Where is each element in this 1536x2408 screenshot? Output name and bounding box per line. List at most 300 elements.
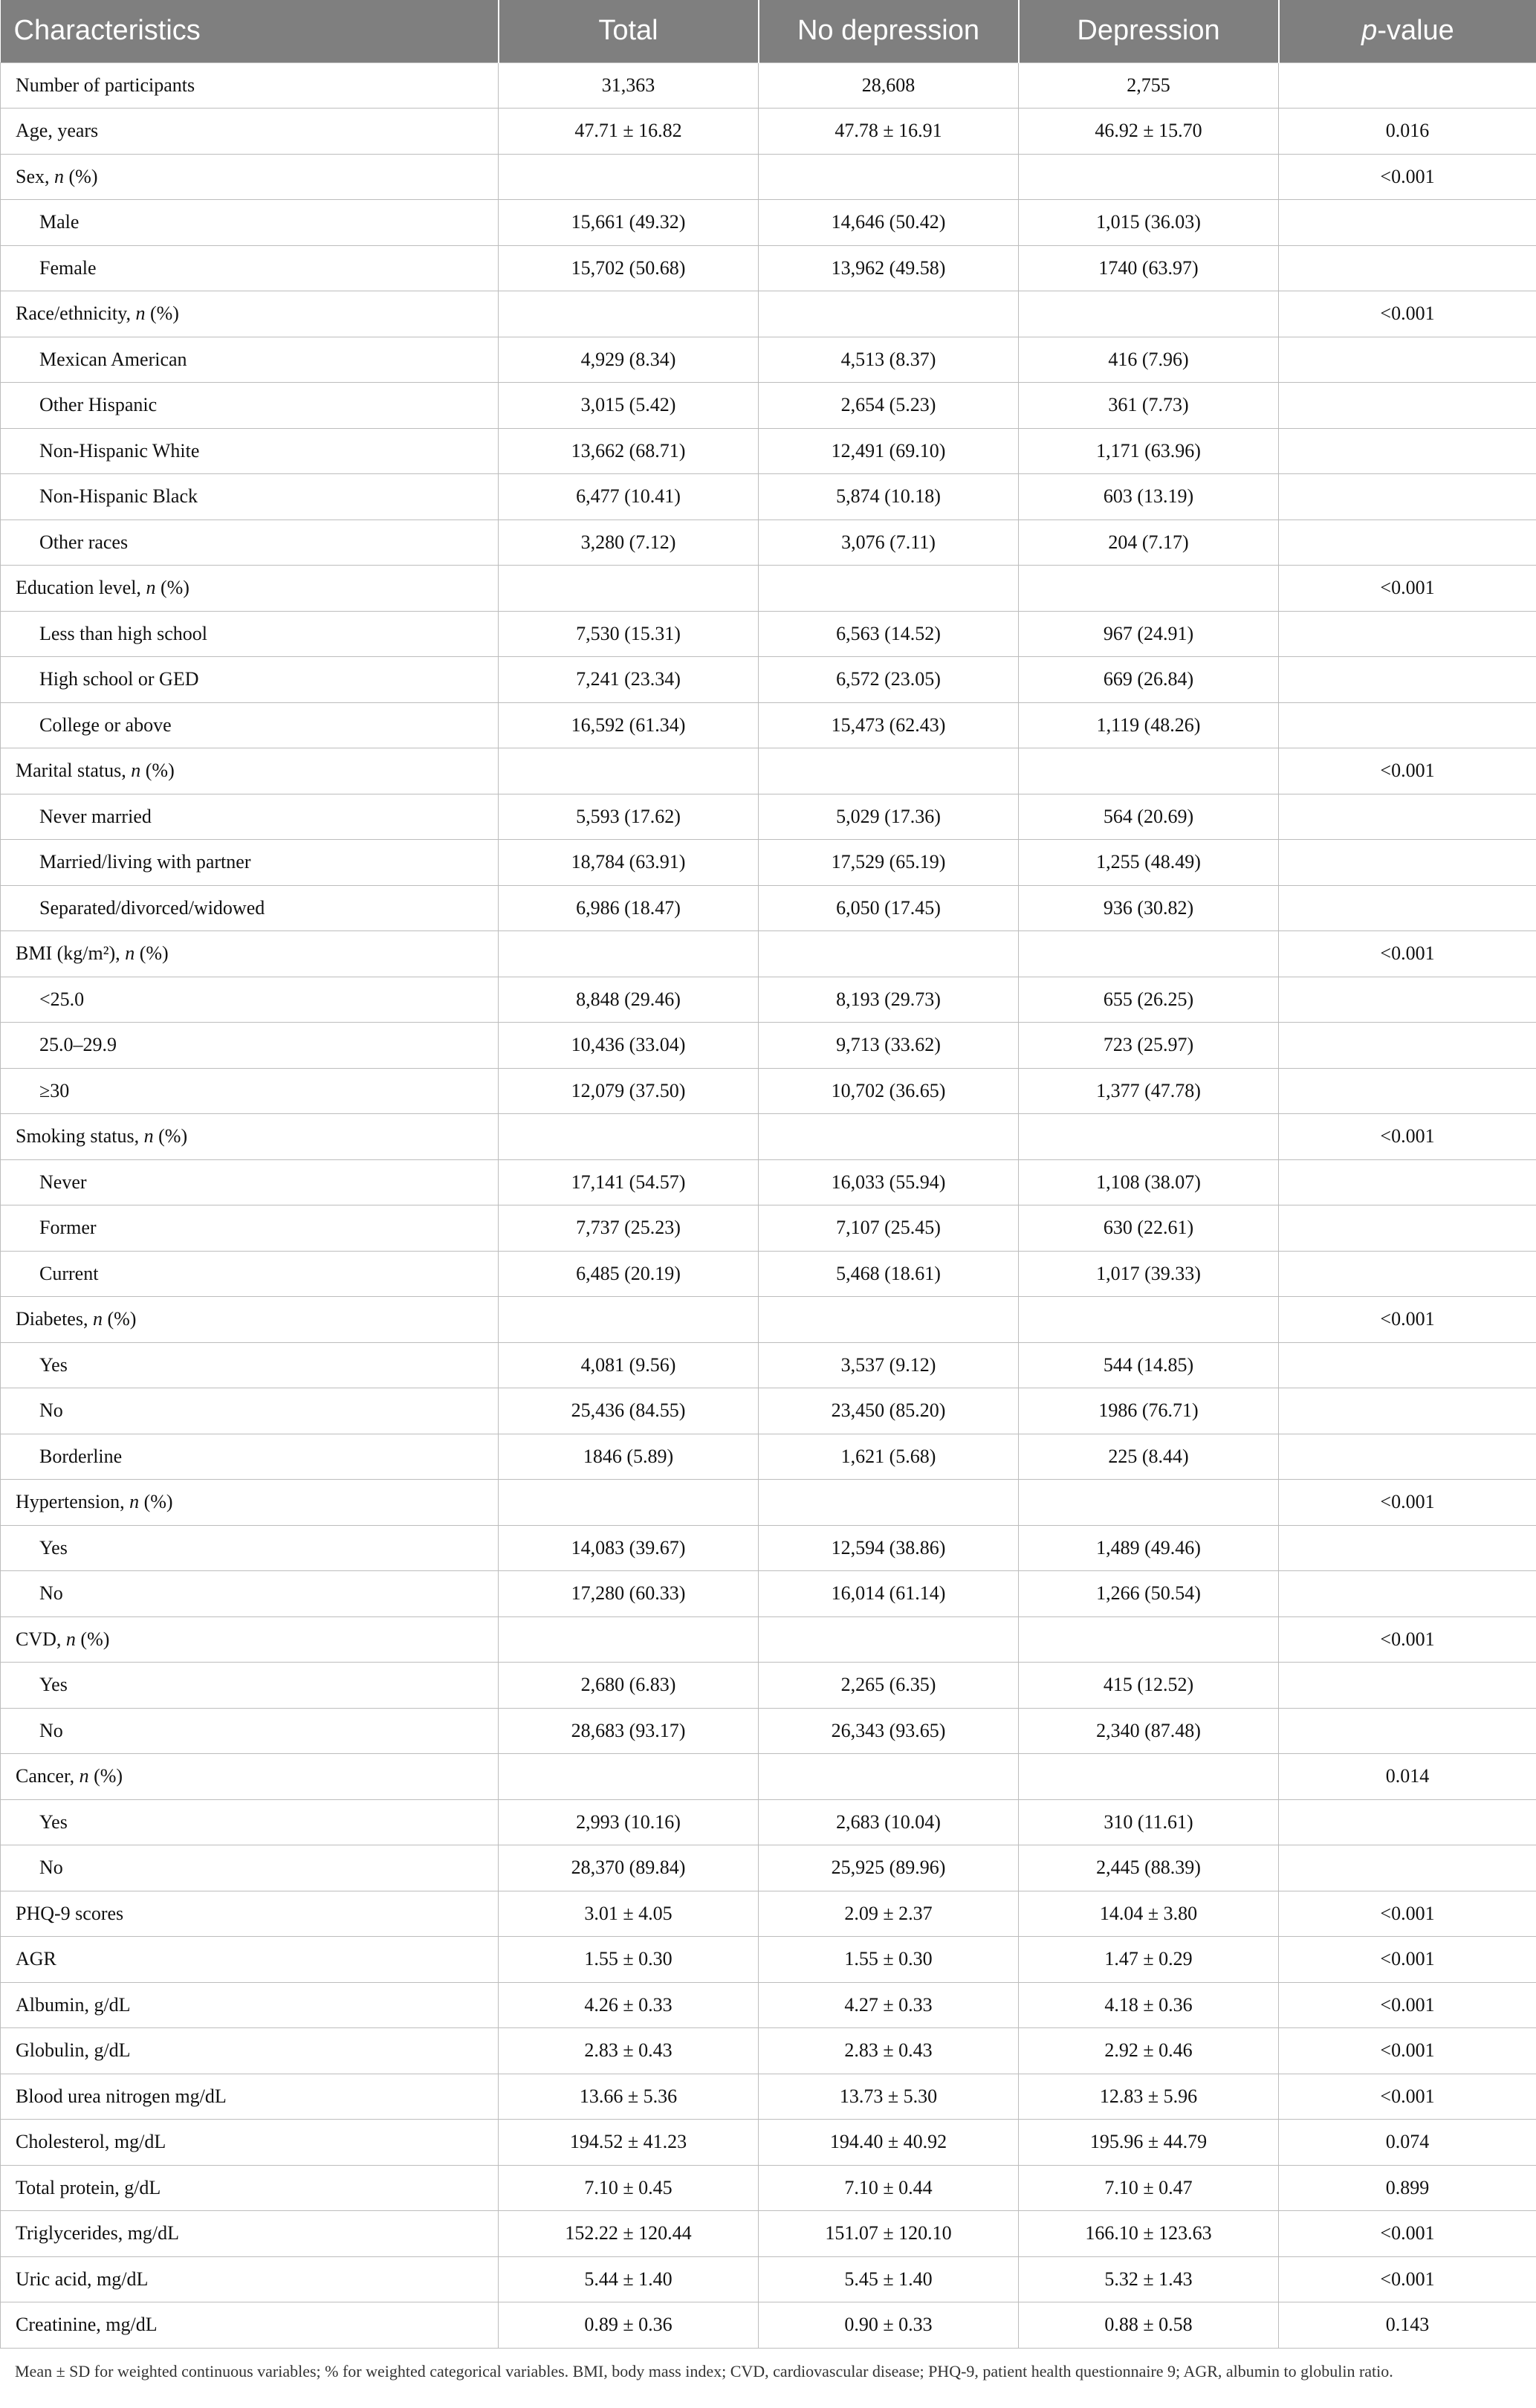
cell-p-value: <0.001 [1279, 2211, 1536, 2257]
cell-depression: 1,015 (36.03) [1019, 200, 1279, 246]
cell-p-value: <0.001 [1279, 291, 1536, 337]
row-label-suffix: (%) [139, 1491, 173, 1513]
table-row [1, 1342, 1536, 1388]
cell-no-depression: 26,343 (93.65) [759, 1708, 1019, 1754]
cell-depression: 166.10 ± 123.63 [1019, 2211, 1279, 2257]
cell-total: 1846 (5.89) [499, 1434, 759, 1480]
row-label-text: Hypertension, [16, 1491, 130, 1513]
cell-no-depression: 6,563 (14.52) [759, 611, 1019, 657]
row-label-text: No [39, 1857, 63, 1879]
table-row [1, 1434, 1536, 1480]
table-row [1, 1480, 1536, 1526]
cell-total: 47.71 ± 16.82 [499, 109, 759, 155]
cell-total: 16,592 (61.34) [499, 702, 759, 748]
cell-depression: 0.88 ± 0.58 [1019, 2302, 1279, 2349]
cell-no-depression: 8,193 (29.73) [759, 977, 1019, 1023]
cell-total: 28,370 (89.84) [499, 1845, 759, 1891]
cell-p-value [1279, 428, 1536, 474]
table-row [1, 1297, 1536, 1343]
cell-depression [1019, 1616, 1279, 1663]
row-label-text: AGR [16, 1948, 56, 1970]
cell-no-depression: 194.40 ± 40.92 [759, 2120, 1019, 2166]
table-row [1, 1388, 1536, 1434]
table-row [1, 931, 1536, 977]
cell-depression [1019, 1114, 1279, 1160]
row-label-text: Yes [39, 1674, 68, 1696]
cell-no-depression [759, 1297, 1019, 1343]
row-label-text: College or above [39, 713, 172, 736]
cell-total: 13.66 ± 5.36 [499, 2074, 759, 2120]
row-label [1, 1845, 499, 1891]
table-row [1, 1799, 1536, 1845]
header-p-value [1279, 0, 1536, 62]
row-label-text: Education level, [16, 577, 146, 599]
cell-total: 6,477 (10.41) [499, 474, 759, 520]
cell-depression: 1,017 (39.33) [1019, 1251, 1279, 1297]
row-label-text: Female [39, 256, 97, 279]
cell-depression [1019, 154, 1279, 200]
table-row [1, 2120, 1536, 2166]
cell-total: 17,280 (60.33) [499, 1571, 759, 1617]
cell-depression: 1,108 (38.07) [1019, 1159, 1279, 1205]
cell-total: 5.44 ± 1.40 [499, 2256, 759, 2302]
cell-no-depression [759, 291, 1019, 337]
cell-p-value [1279, 1159, 1536, 1205]
cell-p-value [1279, 245, 1536, 291]
cell-depression: 544 (14.85) [1019, 1342, 1279, 1388]
row-label [1, 2120, 499, 2166]
cell-p-value: <0.001 [1279, 1297, 1536, 1343]
row-label-italic: n [125, 942, 135, 965]
cell-p-value [1279, 1571, 1536, 1617]
cell-p-value [1279, 1023, 1536, 1069]
cell-total: 1.55 ± 0.30 [499, 1937, 759, 1983]
cell-p-value [1279, 1663, 1536, 1709]
table-row [1, 1571, 1536, 1617]
cell-p-value [1279, 1799, 1536, 1845]
cell-total: 194.52 ± 41.23 [499, 2120, 759, 2166]
row-label [1, 245, 499, 291]
row-label [1, 1616, 499, 1663]
cell-depression: 204 (7.17) [1019, 520, 1279, 566]
row-label-text: Albumin, g/dL [16, 1993, 131, 2016]
table-row [1, 1525, 1536, 1571]
table-row [1, 520, 1536, 566]
cell-no-depression [759, 566, 1019, 612]
cell-depression: 1986 (76.71) [1019, 1388, 1279, 1434]
cell-total: 15,661 (49.32) [499, 200, 759, 246]
row-label [1, 748, 499, 794]
cell-depression: 310 (11.61) [1019, 1799, 1279, 1845]
row-label [1, 1982, 499, 2028]
row-label [1, 1342, 499, 1388]
row-label-italic: n [143, 1125, 154, 1148]
cell-total [499, 1754, 759, 1800]
cell-p-value: <0.001 [1279, 1891, 1536, 1937]
cell-depression: 967 (24.91) [1019, 611, 1279, 657]
cell-total: 12,079 (37.50) [499, 1068, 759, 1114]
cell-no-depression [759, 931, 1019, 977]
row-label [1, 1891, 499, 1937]
cell-depression: 669 (26.84) [1019, 657, 1279, 703]
row-label [1, 62, 499, 109]
table-row [1, 1114, 1536, 1160]
row-label-text: 25.0–29.9 [39, 1034, 117, 1056]
row-label-suffix: (%) [64, 165, 98, 187]
cell-no-depression: 1.55 ± 0.30 [759, 1937, 1019, 1983]
cell-depression [1019, 1480, 1279, 1526]
row-label-text: CVD, [16, 1628, 66, 1650]
table-row [1, 1845, 1536, 1891]
cell-depression: 225 (8.44) [1019, 1434, 1279, 1480]
cell-p-value: <0.001 [1279, 1982, 1536, 2028]
table-body [1, 62, 1536, 2348]
table-row [1, 794, 1536, 840]
cell-depression: 1.47 ± 0.29 [1019, 1937, 1279, 1983]
row-label-text: Borderline [39, 1445, 123, 1467]
cell-p-value [1279, 977, 1536, 1023]
row-label-italic: n [131, 760, 141, 782]
cell-total: 0.89 ± 0.36 [499, 2302, 759, 2349]
cell-total: 7,530 (15.31) [499, 611, 759, 657]
cell-no-depression: 10,702 (36.65) [759, 1068, 1019, 1114]
row-label-text: Other races [39, 531, 129, 553]
row-label-text: Separated/divorced/widowed [39, 896, 265, 919]
cell-p-value: <0.001 [1279, 1480, 1536, 1526]
cell-total: 5,593 (17.62) [499, 794, 759, 840]
row-label [1, 474, 499, 520]
row-label-text: Globulin, g/dL [16, 2039, 131, 2062]
cell-p-value: 0.899 [1279, 2165, 1536, 2211]
table-row [1, 2256, 1536, 2302]
cell-depression: 361 (7.73) [1019, 383, 1279, 429]
cell-no-depression: 5,468 (18.61) [759, 1251, 1019, 1297]
row-label-text: PHQ-9 scores [16, 1902, 124, 1924]
row-label-text: Marital status, [16, 760, 132, 782]
cell-p-value: <0.001 [1279, 566, 1536, 612]
row-label-text: High school or GED [39, 668, 199, 690]
header-p-suffix: -value [1377, 15, 1454, 47]
table-row [1, 154, 1536, 200]
cell-p-value: <0.001 [1279, 748, 1536, 794]
cell-no-depression: 12,594 (38.86) [759, 1525, 1019, 1571]
cell-no-depression [759, 748, 1019, 794]
table-row [1, 2165, 1536, 2211]
row-label-text: BMI (kg/m²), [16, 942, 126, 965]
table-row [1, 62, 1536, 109]
cell-p-value [1279, 1342, 1536, 1388]
row-label-suffix: (%) [145, 302, 179, 325]
table-row [1, 200, 1536, 246]
cell-depression: 7.10 ± 0.47 [1019, 2165, 1279, 2211]
cell-p-value [1279, 657, 1536, 703]
cell-total [499, 1616, 759, 1663]
row-label [1, 291, 499, 337]
cell-total: 4.26 ± 0.33 [499, 1982, 759, 2028]
row-label-suffix: (%) [102, 1308, 137, 1330]
row-label-text: Less than high school [39, 622, 208, 644]
row-label [1, 611, 499, 657]
table-row [1, 1754, 1536, 1800]
row-label-text: Diabetes, [16, 1308, 93, 1330]
cell-total [499, 931, 759, 977]
row-label-text: Creatinine, mg/dL [16, 2314, 158, 2336]
cell-total: 2.83 ± 0.43 [499, 2028, 759, 2074]
row-label-italic: n [79, 1765, 89, 1787]
row-label-text: Yes [39, 1810, 68, 1833]
table-row [1, 1937, 1536, 1983]
cell-p-value: 0.014 [1279, 1754, 1536, 1800]
cell-no-depression: 0.90 ± 0.33 [759, 2302, 1019, 2349]
cell-p-value: <0.001 [1279, 2256, 1536, 2302]
cell-p-value [1279, 474, 1536, 520]
cell-p-value [1279, 1388, 1536, 1434]
cell-no-depression: 4.27 ± 0.33 [759, 1982, 1019, 2028]
row-label-suffix: (%) [88, 1765, 123, 1787]
cell-total: 3.01 ± 4.05 [499, 1891, 759, 1937]
row-label-suffix: (%) [135, 942, 169, 965]
table-header [1, 0, 1536, 62]
cell-no-depression: 3,076 (7.11) [759, 520, 1019, 566]
row-label-text: Yes [39, 1536, 68, 1559]
row-label-text: Non-Hispanic White [39, 439, 200, 462]
table-row [1, 2211, 1536, 2257]
row-label [1, 1663, 499, 1709]
header-total: Total [499, 0, 759, 62]
table-row [1, 1982, 1536, 2028]
cell-total: 3,015 (5.42) [499, 383, 759, 429]
table-row [1, 1251, 1536, 1297]
row-label [1, 337, 499, 383]
cell-depression: 46.92 ± 15.70 [1019, 109, 1279, 155]
cell-no-depression: 4,513 (8.37) [759, 337, 1019, 383]
row-label-text: Number of participants [16, 74, 195, 96]
row-label-text: Cholesterol, mg/dL [16, 2131, 166, 2153]
table-row [1, 109, 1536, 155]
row-label-text: Married/living with partner [39, 851, 251, 873]
row-label-text: Sex, [16, 165, 54, 187]
table-row [1, 1708, 1536, 1754]
header-no-depression: No depression [759, 0, 1019, 62]
cell-no-depression: 13,962 (49.58) [759, 245, 1019, 291]
cell-p-value [1279, 1434, 1536, 1480]
cell-no-depression: 2.09 ± 2.37 [759, 1891, 1019, 1937]
cell-no-depression: 13.73 ± 5.30 [759, 2074, 1019, 2120]
table-row [1, 1205, 1536, 1252]
cell-depression [1019, 1754, 1279, 1800]
cell-p-value [1279, 1708, 1536, 1754]
cell-total: 3,280 (7.12) [499, 520, 759, 566]
cell-total: 15,702 (50.68) [499, 245, 759, 291]
cell-depression: 415 (12.52) [1019, 1663, 1279, 1709]
cell-p-value [1279, 1251, 1536, 1297]
row-label [1, 1388, 499, 1434]
cell-no-depression [759, 154, 1019, 200]
row-label [1, 1754, 499, 1800]
cell-p-value [1279, 383, 1536, 429]
cell-no-depression: 14,646 (50.42) [759, 200, 1019, 246]
cell-total [499, 154, 759, 200]
row-label-text: No [39, 1719, 63, 1741]
cell-p-value: <0.001 [1279, 2074, 1536, 2120]
cell-depression: 1,266 (50.54) [1019, 1571, 1279, 1617]
row-label [1, 1708, 499, 1754]
row-label [1, 794, 499, 840]
row-label-text: Total protein, g/dL [16, 2176, 161, 2198]
cell-depression: 723 (25.97) [1019, 1023, 1279, 1069]
cell-p-value: <0.001 [1279, 931, 1536, 977]
header-row [1, 0, 1536, 62]
row-label-text: Current [39, 1262, 99, 1284]
cell-depression [1019, 748, 1279, 794]
cell-no-depression: 25,925 (89.96) [759, 1845, 1019, 1891]
cell-p-value [1279, 1205, 1536, 1252]
row-label [1, 1937, 499, 1983]
cell-total: 4,929 (8.34) [499, 337, 759, 383]
row-label [1, 1571, 499, 1617]
cell-p-value [1279, 520, 1536, 566]
row-label [1, 1023, 499, 1069]
row-label-text: Other Hispanic [39, 394, 158, 416]
row-label [1, 1525, 499, 1571]
cell-depression: 2,340 (87.48) [1019, 1708, 1279, 1754]
cell-no-depression: 23,450 (85.20) [759, 1388, 1019, 1434]
row-label-text: Uric acid, mg/dL [16, 2268, 149, 2290]
row-label [1, 1434, 499, 1480]
cell-no-depression: 12,491 (69.10) [759, 428, 1019, 474]
cell-no-depression: 1,621 (5.68) [759, 1434, 1019, 1480]
cell-total: 13,662 (68.71) [499, 428, 759, 474]
cell-p-value [1279, 1068, 1536, 1114]
cell-no-depression [759, 1616, 1019, 1663]
row-label-text: <25.0 [39, 988, 85, 1010]
cell-depression: 603 (13.19) [1019, 474, 1279, 520]
row-label-text: Male [39, 211, 80, 233]
row-label [1, 2165, 499, 2211]
table-row [1, 1891, 1536, 1937]
cell-no-depression: 5,029 (17.36) [759, 794, 1019, 840]
table-row [1, 383, 1536, 429]
cell-p-value [1279, 337, 1536, 383]
row-label-text: Mexican American [39, 348, 187, 370]
cell-depression: 2,755 [1019, 62, 1279, 109]
row-label [1, 154, 499, 200]
row-label [1, 2074, 499, 2120]
cell-total: 2,680 (6.83) [499, 1663, 759, 1709]
cell-total: 25,436 (84.55) [499, 1388, 759, 1434]
table-row [1, 474, 1536, 520]
row-label [1, 109, 499, 155]
cell-depression: 1740 (63.97) [1019, 245, 1279, 291]
row-label [1, 1205, 499, 1252]
table-row [1, 2074, 1536, 2120]
cell-no-depression [759, 1114, 1019, 1160]
row-label [1, 2302, 499, 2349]
cell-p-value [1279, 885, 1536, 931]
row-label [1, 383, 499, 429]
cell-total: 6,986 (18.47) [499, 885, 759, 931]
cell-depression: 630 (22.61) [1019, 1205, 1279, 1252]
table-row [1, 566, 1536, 612]
cell-total: 14,083 (39.67) [499, 1525, 759, 1571]
cell-no-depression: 2,265 (6.35) [759, 1663, 1019, 1709]
row-label [1, 1297, 499, 1343]
row-label-suffix: (%) [75, 1628, 110, 1650]
row-label-text: Blood urea nitrogen mg/dL [16, 2085, 227, 2107]
row-label-italic: n [129, 1491, 140, 1513]
cell-depression: 655 (26.25) [1019, 977, 1279, 1023]
cell-no-depression: 47.78 ± 16.91 [759, 109, 1019, 155]
row-label [1, 1068, 499, 1114]
cell-total: 152.22 ± 120.44 [499, 2211, 759, 2257]
row-label [1, 2211, 499, 2257]
cell-p-value: 0.143 [1279, 2302, 1536, 2349]
table-row [1, 2302, 1536, 2349]
cell-total [499, 1480, 759, 1526]
row-label [1, 1480, 499, 1526]
row-label [1, 1799, 499, 1845]
cell-no-depression: 151.07 ± 120.10 [759, 2211, 1019, 2257]
row-label-text: Triglycerides, mg/dL [16, 2222, 180, 2244]
row-label-suffix: (%) [153, 1125, 188, 1148]
header-characteristics: Characteristics [13, 15, 201, 47]
cell-depression: 1,255 (48.49) [1019, 840, 1279, 886]
cell-p-value [1279, 1525, 1536, 1571]
table-row [1, 245, 1536, 291]
row-label-text: Cancer, [16, 1765, 80, 1787]
cell-total: 7.10 ± 0.45 [499, 2165, 759, 2211]
cell-no-depression: 6,050 (17.45) [759, 885, 1019, 931]
cell-no-depression: 7.10 ± 0.44 [759, 2165, 1019, 2211]
cell-total: 10,436 (33.04) [499, 1023, 759, 1069]
cell-p-value: <0.001 [1279, 1616, 1536, 1663]
row-label-italic: n [54, 165, 64, 187]
row-label-text: No [39, 1399, 63, 1422]
row-label [1, 657, 499, 703]
cell-depression: 936 (30.82) [1019, 885, 1279, 931]
cell-total: 2,993 (10.16) [499, 1799, 759, 1845]
cell-no-depression: 28,608 [759, 62, 1019, 109]
cell-total: 28,683 (93.17) [499, 1708, 759, 1754]
cell-p-value: <0.001 [1279, 1937, 1536, 1983]
table-row [1, 1616, 1536, 1663]
header-depression: Depression [1019, 0, 1279, 62]
cell-no-depression: 6,572 (23.05) [759, 657, 1019, 703]
row-label-text: Non-Hispanic Black [39, 485, 198, 508]
row-label-text: Age, years [16, 120, 99, 142]
cell-no-depression: 3,537 (9.12) [759, 1342, 1019, 1388]
row-label [1, 1159, 499, 1205]
row-label-text: ≥30 [39, 1079, 70, 1101]
table-row [1, 611, 1536, 657]
cell-p-value [1279, 62, 1536, 109]
table-row [1, 428, 1536, 474]
row-label-text: Smoking status, [16, 1125, 144, 1148]
cell-total [499, 1114, 759, 1160]
cell-p-value [1279, 794, 1536, 840]
cell-depression: 4.18 ± 0.36 [1019, 1982, 1279, 2028]
row-label-text: Race/ethnicity, [16, 302, 136, 325]
table-row [1, 1068, 1536, 1114]
cell-no-depression: 16,014 (61.14) [759, 1571, 1019, 1617]
row-label-text: No [39, 1582, 63, 1605]
cell-total: 6,485 (20.19) [499, 1251, 759, 1297]
cell-depression [1019, 291, 1279, 337]
cell-no-depression: 7,107 (25.45) [759, 1205, 1019, 1252]
cell-no-depression: 16,033 (55.94) [759, 1159, 1019, 1205]
table-row [1, 657, 1536, 703]
row-label-italic: n [65, 1628, 76, 1650]
